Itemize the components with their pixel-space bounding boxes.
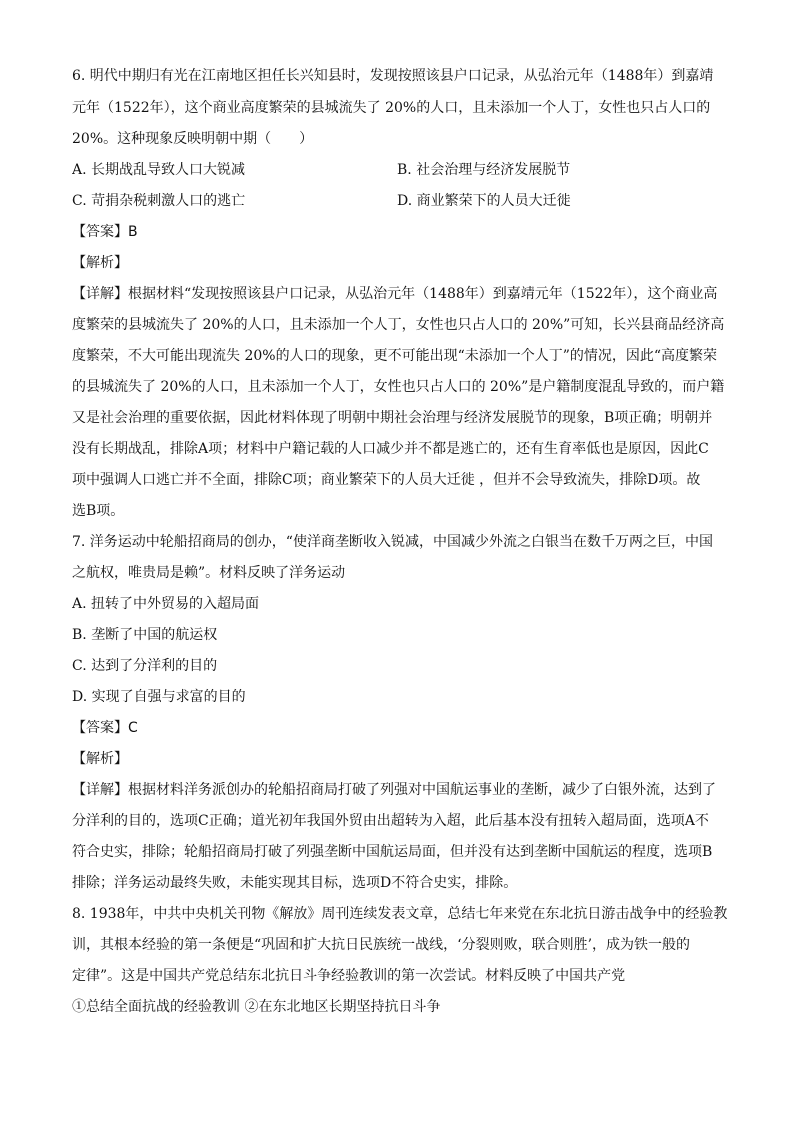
- q6-detail-line: 【详解】根据材料“发现按照该县户口记录，从弘治元年（1488年）到嘉靖元年（1522年），这个商业高: [72, 286, 718, 302]
- q6-option-a: A. 长期战乱导致人口大锐减: [72, 162, 246, 178]
- q6-option-c: C. 苛捐杂税刺激人口的逃亡: [72, 193, 246, 209]
- q7-stem-line: 7. 洋务运动中轮船招商局的创办，“使洋商垄断收入锐减，中国减少外流之白银当在数千万两之巨，中国: [72, 534, 713, 550]
- q7-option-c: C. 达到了分洋利的目的: [72, 658, 218, 674]
- q7-analysis-heading: 【解析】: [72, 751, 128, 767]
- q7-answer: 【答案】C: [72, 720, 138, 736]
- q6-detail-line: 选B项。: [72, 503, 125, 519]
- q6-option-b: B. 社会治理与经济发展脱节: [397, 162, 571, 178]
- q7-detail-line: 【详解】根据材料洋务派创办的轮船招商局打破了列强对中国航运事业的垄断，减少了白银外流，达到了: [72, 782, 716, 798]
- q6-detail-line: 又是社会治理的重要依据，因此材料体现了明朝中期社会治理与经济发展脱节的现象，B项正确；明朝并: [72, 410, 713, 426]
- q6-stem-line: 20%。这种现象反映明朝中期（ ）: [72, 131, 314, 147]
- q7-stem-line: 之航权，唯贵局是赖”。材料反映了洋务运动: [72, 565, 346, 581]
- q7-option-d: D. 实现了自强与求富的目的: [72, 689, 246, 705]
- q7-option-a: A. 扭转了中外贸易的入超局面: [72, 596, 260, 612]
- q6-option-d: D. 商业繁荣下的人员大迁徙: [397, 193, 571, 209]
- q6-answer: 【答案】B: [72, 224, 138, 240]
- q8-stem-line: 定律”。这是中国共产党总结东北抗日斗争经验教训的第一次尝试。材料反映了中国共产党: [72, 968, 626, 984]
- q7-detail-line: 符合史实，排除；轮船招商局打破了列强垄断中国航运局面，但并没有达到垄断中国航运的程度，选项B: [72, 844, 713, 860]
- q8-statement-line: ①总结全面抗战的经验教训 ②在东北地区长期坚持抗日斗争: [72, 999, 441, 1015]
- q6-analysis-heading: 【解析】: [72, 255, 128, 271]
- q7-option-b: B. 垄断了中国的航运权: [72, 627, 218, 643]
- q8-stem-line: 训，其根本经验的第一条便是“巩固和扩大抗日民族统一战线，‘分裂则败，联合则胜’，成为铁一般的: [72, 937, 691, 953]
- q6-detail-line: 没有长期战乱，排除A项；材料中户籍记载的人口减少并不都是逃亡的，还有生育率低也是原因，因此C: [72, 441, 709, 457]
- q6-stem-line: 元年（1522年），这个商业高度繁荣的县城流失了 20%的人口，且未添加一个人丁，女性也只占人口的: [72, 100, 711, 116]
- q7-detail-line: 分洋利的目的，选项C正确；道光初年我国外贸由出超转为入超，此后基本没有扭转入超局面，选项A不: [72, 813, 709, 829]
- q6-detail-line: 的县城流失了 20%的人口，且未添加一个人丁，女性也只占人口的 20%”是户籍制度混乱导致的，而户籍: [72, 379, 725, 395]
- q6-detail-line: 度繁荣，不大可能出现流失 20%的人口的现象，更不可能出现“未添加一个人丁”的情况，因此“高度繁荣: [72, 348, 718, 364]
- q7-detail-line: 排除；洋务运动最终失败，未能实现其目标，选项D不符合史实，排除。: [72, 875, 518, 891]
- q6-detail-line: 度繁荣的县城流失了 20%的人口，且未添加一个人丁，女性也只占人口的 20%”可知，长兴县商品经济高: [72, 317, 725, 333]
- q6-detail-line: 项中强调人口逃亡并不全面，排除C项；商业繁荣下的人员大迁徙 ，但并不会导致流失，排除D项。故: [72, 472, 701, 488]
- q6-stem-line: 6. 明代中期归有光在江南地区担任长兴知县时，发现按照该县户口记录，从弘治元年（1488年）到嘉靖: [72, 68, 714, 84]
- q8-stem-line: 8. 1938年，中共中央机关刊物《解放》周刊连续发表文章，总结七年来党在东北抗日游击战争中的经验教: [72, 906, 728, 922]
